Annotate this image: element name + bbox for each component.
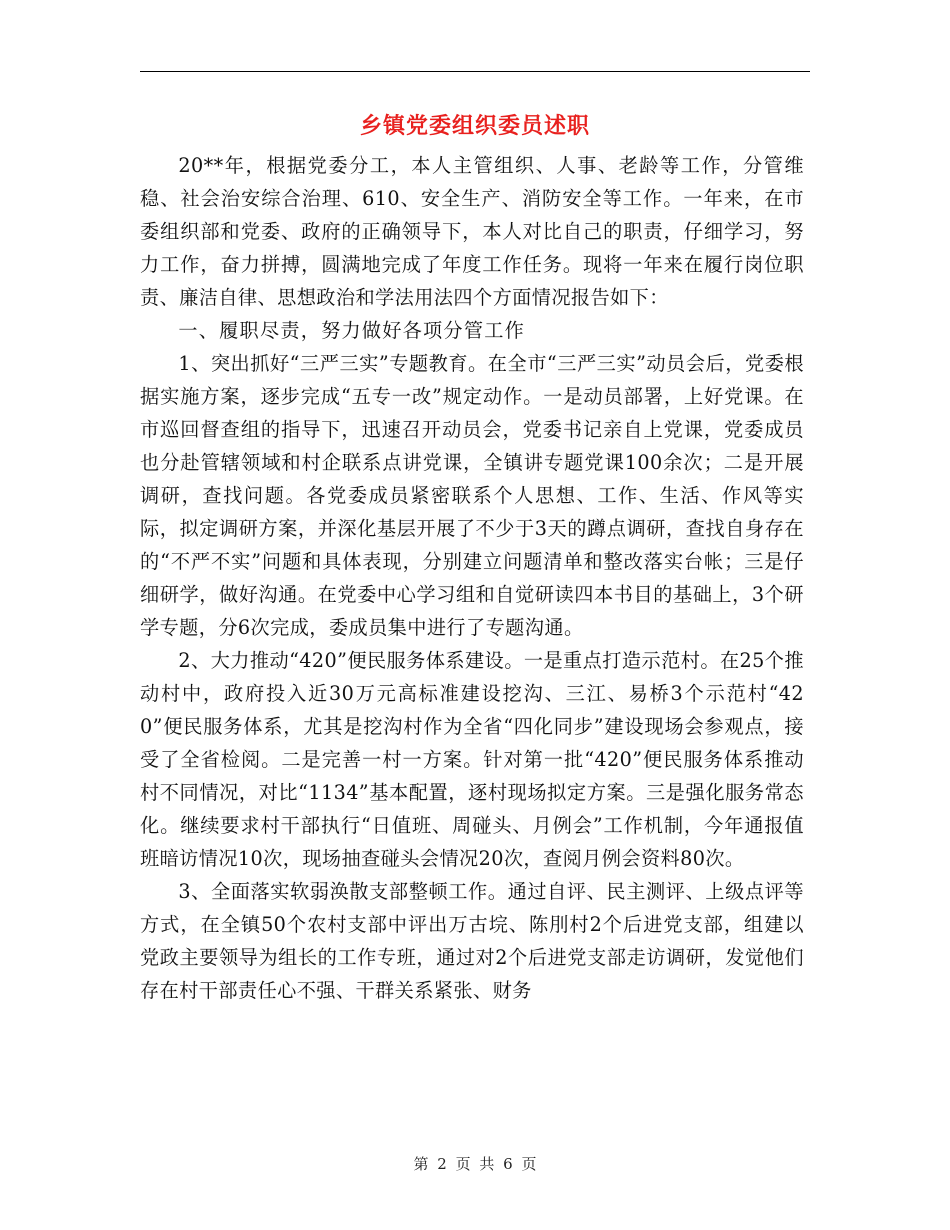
document-title: 乡镇党委组织委员述职 <box>359 113 590 139</box>
item-1-paragraph: 1、突出抓好“三严三实”专题教育。在全市“三严三实”动员会后，党委根据实施方案，逐步完成“五专一改”规定动作。一是动员部署，上好党课。在市巡回督查组的指导下，迅速召开动员会，党委书记亲自上党课，党委成员也分赴管辖领域和村企联系点讲党课，全镇讲专题党课100余次；二是开展调研，查找问题。各党委成员紧密联系个人思想、工作、生活、作风等实际，拟定调研方案，并深化基层开展了不少于3天的蹲点调研，查找自身存在的“不严不实”问题和具体表现，分别建立问题清单和整改落实台帐；三是仔细研学，做好沟通。在党委中心学习组和自觉研读四本书目的基础上，3个研学专题，分6次完成，委成员集中进行了专题沟通。 <box>140 352 804 639</box>
page-footer: 第 2 页 共 6 页 <box>413 1155 537 1173</box>
section-heading: 一、履职尽责，努力做好各项分管工作 <box>178 319 525 342</box>
item-2-paragraph: 2、大力推动“420”便民服务体系建设。一是重点打造示范村。在25个推动村中，政府投入近30万元高标准建设挖沟、三江、易桥3个示范村“420”便民服务体系，尤其是挖沟村作为全省“四化同步”建设现场会参观点，接受了全省检阅。二是完善一村一方案。针对第一批“420”便民服务体系推动村不同情况，对比“1134”基本配置，逐村现场拟定方案。三是强化服务常态化。继续要求村干部执行“日值班、周碰头、月例会”工作机制，今年通报值班暗访情况10次，现场抽查碰头会情况20次，查阅月例会资料80次。 <box>140 649 804 870</box>
item-3-paragraph: 3、全面落实软弱涣散支部整顿工作。通过自评、民主测评、上级点评等方式，在全镇50个农村支部中评出万古垸、陈刖村2个后进党支部，组建以党政主要领导为组长的工作专班，通过对2个后进党支部走访调研，发觉他们存在村干部责任心不强、干群关系紧张、财务 <box>140 880 804 1002</box>
document-body <box>140 149 804 1007</box>
intro-paragraph: 20**年，根据党委分工，本人主管组织、人事、老龄等工作，分管维稳、社会治安综合治理、610、安全生产、消防安全等工作。一年来，在市委组织部和党委、政府的正确领导下，本人对比自己的职责，仔细学习，努力工作，奋力拼搏，圆满地完成了年度工作任务。现将一年来在履行岗位职责、廉洁自律、思想政治和学法用法四个方面情况报告如下： <box>140 154 804 309</box>
header-rule <box>140 71 810 72</box>
